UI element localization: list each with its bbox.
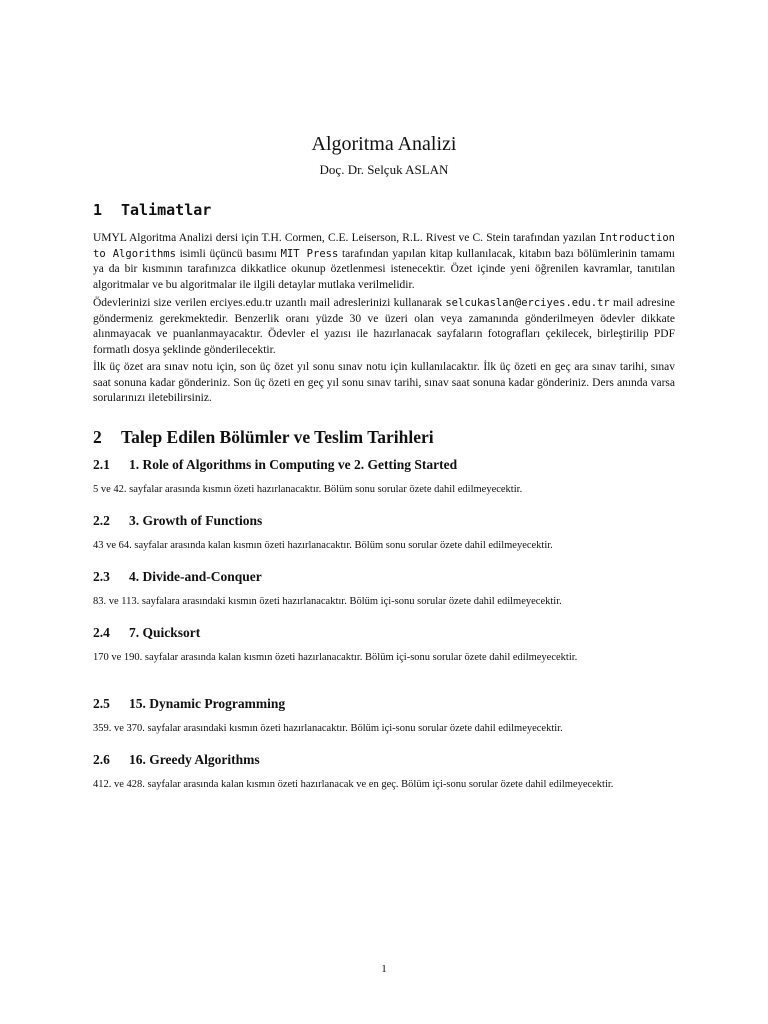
document-page [93, 0, 675, 1024]
section-number: 2 [93, 427, 102, 447]
subsection-title: 16. Greedy Algorithms [129, 752, 260, 767]
subsection-number: 2.4 [93, 625, 110, 640]
subsection-text: 43 ve 64. sayfalar arasında kalan kısmın özeti hazırlanacaktır. Bölüm sonu sorular özete dahil edilmeyecektir. [93, 540, 553, 551]
section-heading-requested-chapters [93, 426, 434, 448]
email-address: selcukaslan@erciyes.edu.tr [445, 297, 610, 309]
instructions-paragraph-1 [93, 231, 675, 293]
section-title: Talimatlar [121, 201, 212, 219]
paragraph-text: UMYL Algoritma Analizi dersi için T.H. Cormen, C.E. Leiserson, R.L. Rivest ve C. Stein tarafından yazılan [93, 232, 600, 244]
subsection-text: 83. ve 113. sayfalara arasındaki kısmın özeti hazırlanacaktır. Bölüm içi-sonu sorular özete dahil edilmeyecektir. [93, 596, 562, 607]
page-number: 1 [381, 963, 387, 975]
subsection-heading [93, 695, 285, 713]
subsection-text: 412. ve 428. sayfalar arasında kalan kısmın özeti hazırlanacak ve en geç. Bölüm içi-sonu sorular özete dahil edilmeyecektir. [93, 779, 614, 790]
book-title: Introduction to Algorithms [93, 232, 675, 260]
subsection-number: 2.2 [93, 513, 110, 528]
subsection-text: 5 ve 42. sayfalar arasında kısmın özeti hazırlanacaktır. Bölüm sonu sorular özete dahil edilmeyecektir. [93, 484, 523, 495]
subsection-heading [93, 456, 457, 474]
subsection-number: 2.1 [93, 457, 110, 472]
paragraph-text: Ödevlerinizi size verilen erciyes.edu.tr uzantlı mail adreslerinizi kullanarak [93, 297, 446, 309]
instructions-paragraph-2 [93, 296, 675, 358]
subsection-title: 1. Role of Algorithms in Computing ve 2. Getting Started [129, 457, 458, 472]
subsection-title: 3. Growth of Functions [129, 513, 263, 528]
section-number: 1 [93, 201, 103, 219]
section-heading-instructions [93, 200, 211, 220]
document-author: Doç. Dr. Selçuk ASLAN [319, 162, 449, 177]
subsection-title: 15. Dynamic Programming [129, 696, 286, 711]
section-title: Talep Edilen Bölümler ve Teslim Tarihleri [121, 427, 434, 447]
subsection-number: 2.5 [93, 696, 110, 711]
subsection-text: 359. ve 370. sayfalar arasındaki kısmın özeti hazırlanacaktır. Bölüm içi-sonu sorular özete dahil edilmeyecektir. [93, 723, 563, 734]
subsection-heading [93, 751, 260, 769]
subsection-text: 170 ve 190. sayfalar arasında kalan kısmın özeti hazırlanacaktır. Bölüm içi-sonu sorular özete dahil edilmeyecektir. [93, 652, 578, 663]
paragraph-text: tarafından yapılan kitap kullanılacak, kitabın bazı bölümlerinin tamamı ya da bir kısmının tarafınızca dikkatlice okunup özetlenmesi istenecektir. Özet içinde yeni öğrenilen kavramlar, tanıtılan algoritmalar ve bu algoritmalar ile ilgili detaylar mutlaka verilmelidir. [93, 247, 675, 291]
subsection-heading [93, 624, 200, 642]
subsection-heading [93, 512, 262, 530]
instructions-paragraph-3: İlk üç özet ara sınav notu için, son üç özet yıl sonu sınav notu için kullanılacaktır. İlk üç özeti en geç ara sınav tarihi, sınav saat sonuna kadar gönderiniz. Son üç özeti en geç yıl sonu sınav tarihi, sınav saat sonuna kadar gönderiniz. Ders anında varsa sorularınızı iletebilirsiniz. [93, 361, 675, 404]
paragraph-text: isimli üçüncü basımı [175, 247, 281, 260]
subsection-title: 4. Divide-and-Conquer [129, 569, 262, 584]
subsection-heading [93, 568, 262, 586]
subsection-number: 2.3 [93, 569, 110, 584]
document-title: Algoritma Analizi [311, 133, 457, 155]
subsection-number: 2.6 [93, 752, 110, 767]
subsection-title: 7. Quicksort [129, 625, 201, 640]
publisher-name: MIT Press [280, 247, 339, 260]
paragraph-text: mail adresine göndermeniz gerekmektedir. Benzerlik oranı yüzde 30 ve üzeri olan veya zamanında gönderilmeyen ödevler dikkate alınmayacak ve puanlanmayacaktır. Ödevler el yazısı ile hazırlanacak sayfaların fotografları çekilecek, birleştirilip PDF formatlı dosya şeklinde gönderilecektir. [93, 297, 675, 356]
